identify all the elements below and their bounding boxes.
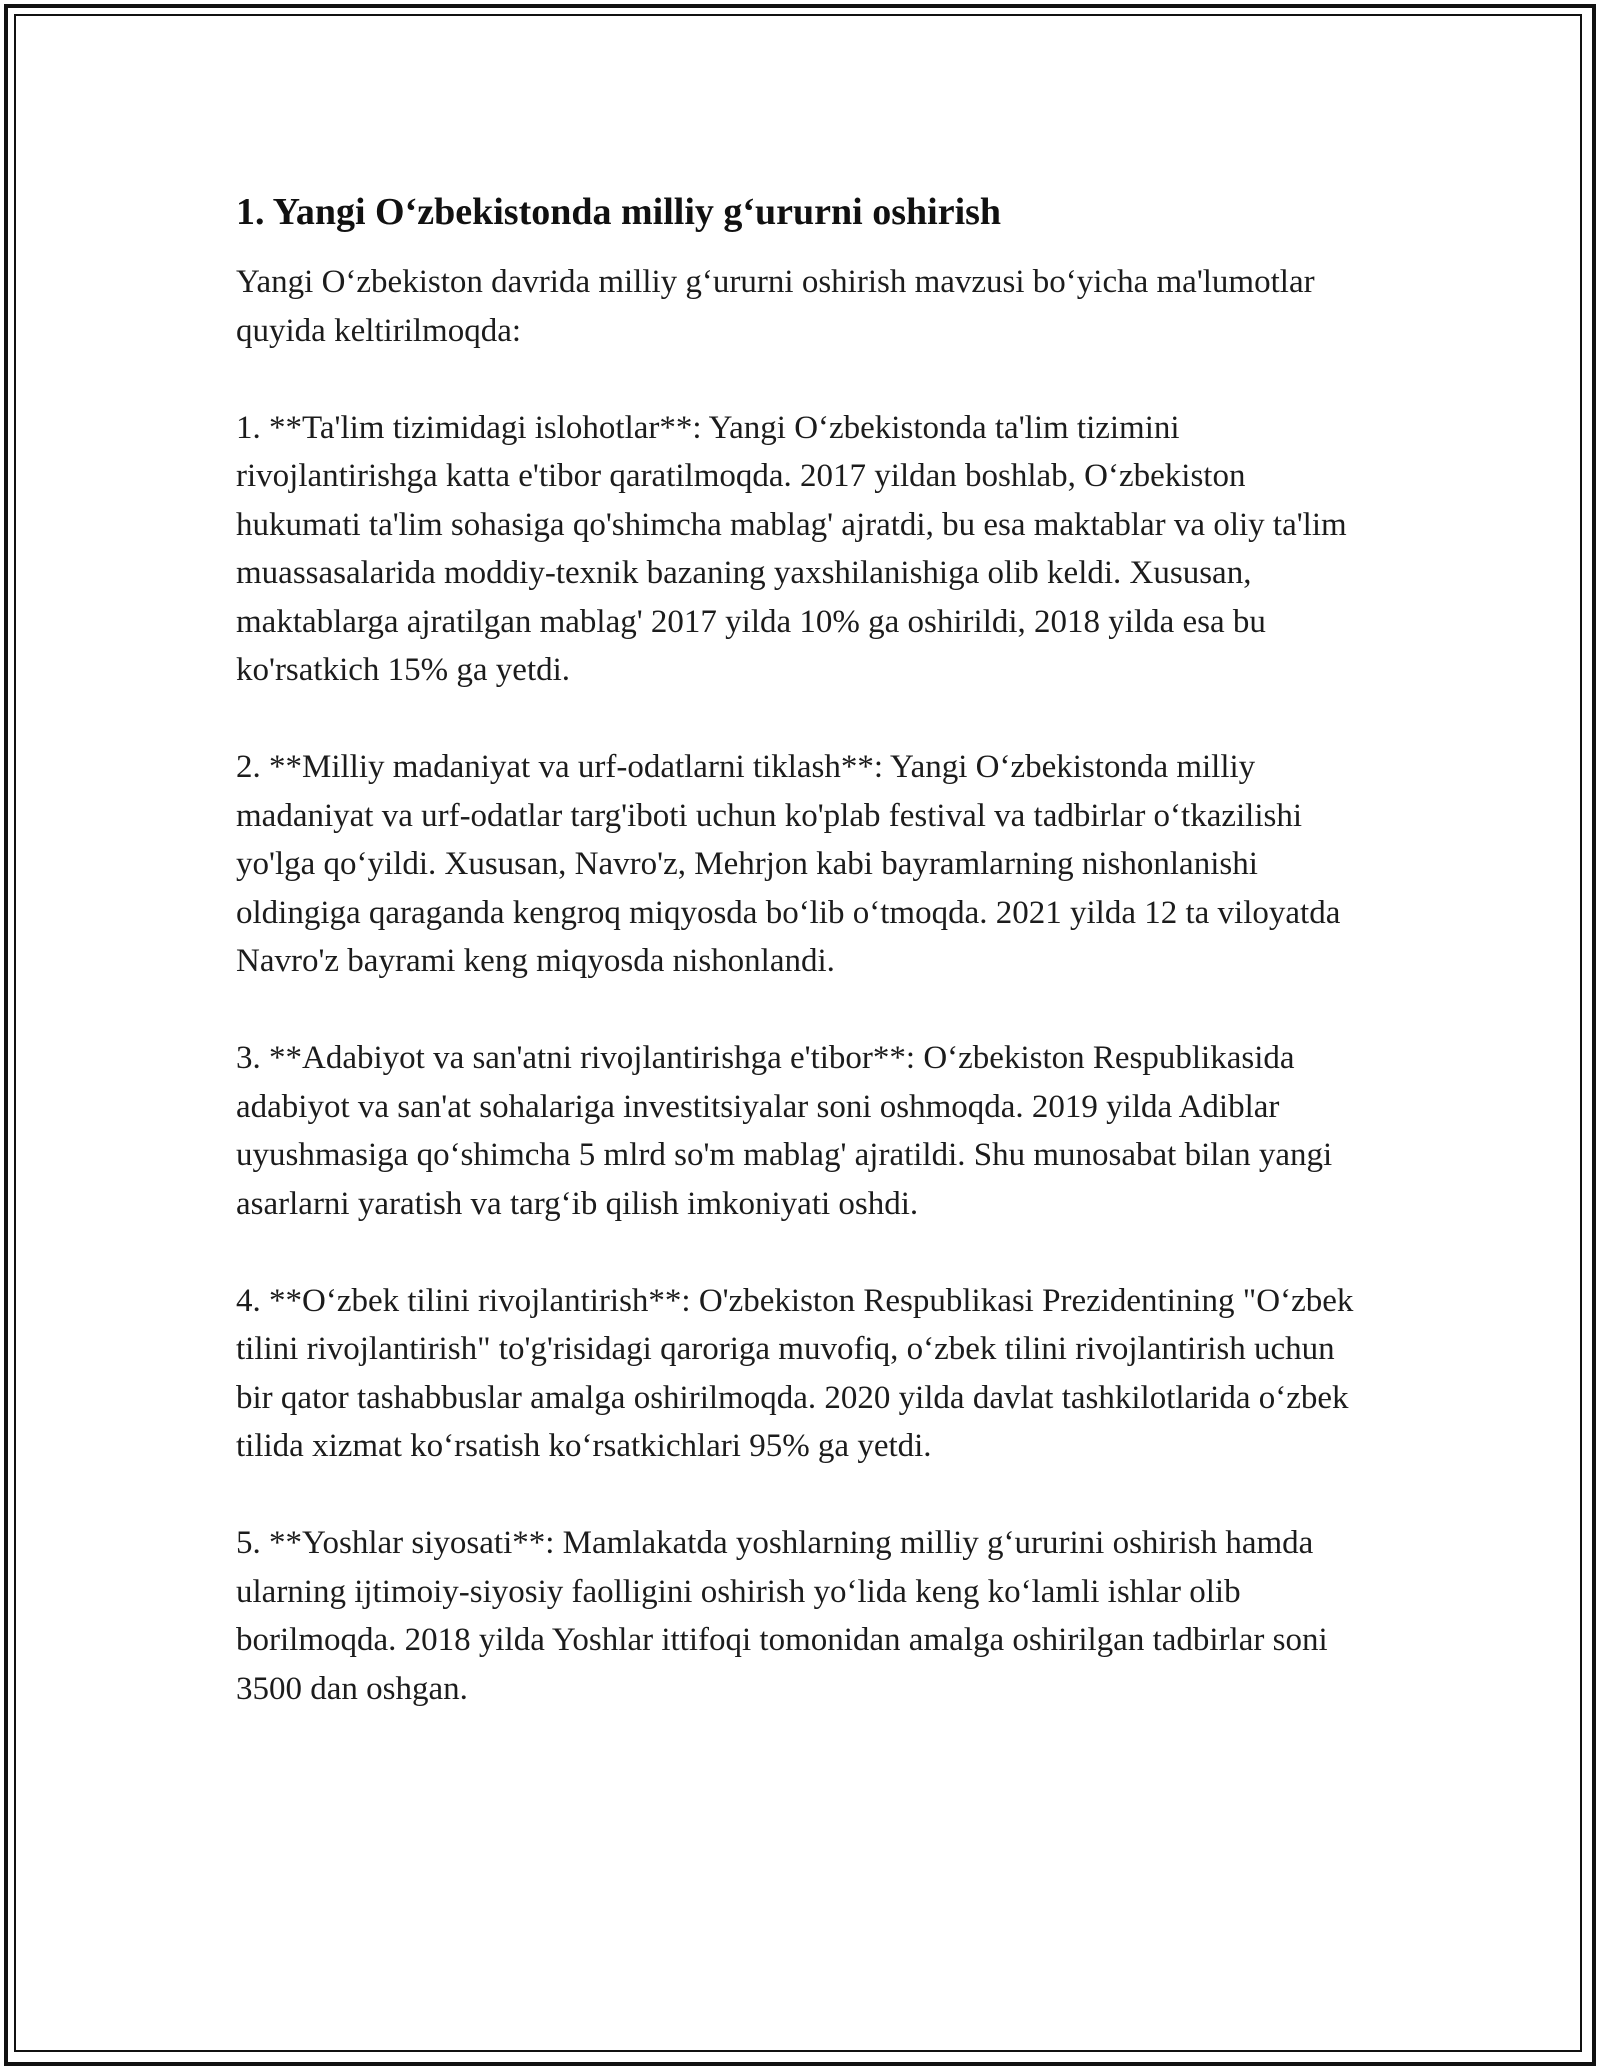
document-title: 1. Yangi O‘zbekistonda milliy g‘ururni oshirish — [236, 191, 1002, 233]
list-item: 1. **Ta'lim tizimidagi islohotlar**: Yangi O‘zbekistonda ta'lim tizimini rivojlantirishga katta e'tibor qaratilmoqda. 2017 yildan boshlab, O‘zbekiston hukumati ta'lim sohasiga qo'shimcha mablag' ajratdi, bu esa maktablar va oliy ta'lim muassasalarida moddiy-texnik bazaning yaxshilanishiga olib keldi. Xususan, maktablarga ajratilgan mablag' 2017 yilda 10% ga oshirildi, 2018 yilda esa bu ko'rsatkich 15% ga yetdi. — [236, 409, 1347, 688]
list-item: 5. **Yoshlar siyosati**: Mamlakatda yoshlarning milliy g‘ururini oshirish hamda ularning ijtimoiy-siyosiy faolligini oshirish yo‘lida keng ko‘lamli ishlar olib borilmoqda. 2018 yilda Yoshlar ittifoqi tomonidan amalga oshirilgan tadbirlar soni 3500 dan oshgan. — [236, 1525, 1328, 1707]
list-item: 2. **Milliy madaniyat va urf-odatlarni tiklash**: Yangi O‘zbekistonda milliy madaniyat va urf-odatlar targ'iboti uchun ko'plab festival va tadbirlar o‘tkazilishi yo'lga qo‘yildi. Xususan, Navro'z, Mehrjon kabi bayramlarning nishonlanishi oldingiga qaraganda kengroq miqyosda bo‘lib o‘tmoqda. 2021 yilda 12 ta viloyatda Navro'z bayrami keng miqyosda nishonlandi. — [236, 749, 1341, 979]
list-item: 3. **Adabiyot va san'atni rivojlantirishga e'tibor**: O‘zbekiston Respublikasida adabiyot va san'at sohalariga investitsiyalar soni oshmoqda. 2019 yilda Adiblar uyushmasiga qo‘shimcha 5 mlrd so'm mablag' ajratildi. Shu munosabat bilan yangi asarlarni yaratish va targ‘ib qilish imkoniyati oshdi. — [236, 1040, 1333, 1222]
intro-paragraph: Yangi O‘zbekiston davrida milliy g‘ururni oshirish mavzusi bo‘yicha ma'lumotlar quyida keltirilmoqda: — [236, 264, 1315, 349]
list-item: 4. **O‘zbek tilini rivojlantirish**: O'zbekiston Respublikasi Prezidentining "O‘zbek tilini rivojlantirish" to'g'risidagi qaroriga muvofiq, o‘zbek tilini rivojlantirish uchun bir qator tashabbuslar amalga oshirilmoqda. 2020 yilda davlat tashkilotlarida o‘zbek tilida xizmat ko‘rsatish ko‘rsatkichlari 95% ga yetdi. — [236, 1282, 1354, 1464]
document-body — [236, 186, 1366, 1713]
